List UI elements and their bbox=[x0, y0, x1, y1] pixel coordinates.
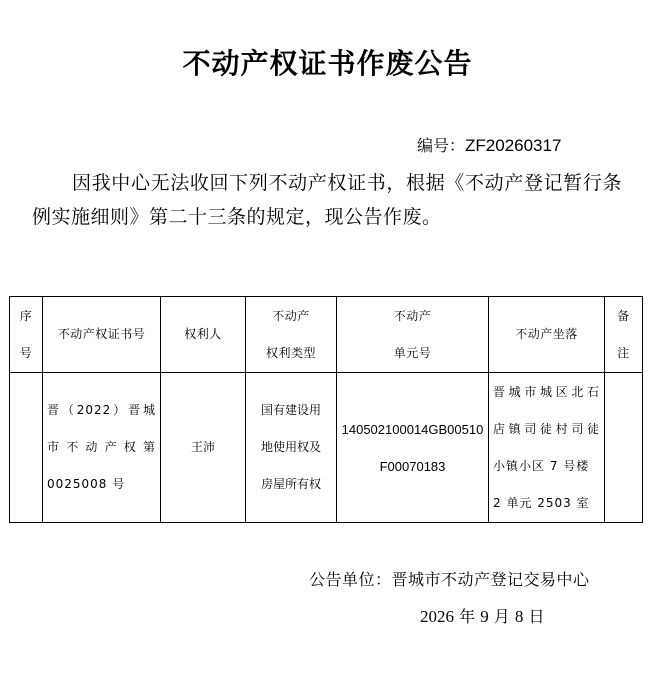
date-year: 2026 bbox=[420, 607, 454, 626]
cell-seq bbox=[10, 373, 43, 523]
cert-line-2: 市不动产权第 bbox=[47, 440, 156, 454]
header-seq-line2: 号 bbox=[19, 345, 33, 360]
cell-location bbox=[489, 373, 605, 523]
right-line-3: 房屋所有权 bbox=[260, 477, 321, 491]
cell-cert-no bbox=[43, 373, 161, 523]
loc-line-2: 店镇司徒村司徒 bbox=[493, 421, 600, 436]
cell-right-type bbox=[246, 373, 337, 523]
cell-unit-no bbox=[337, 373, 489, 523]
header-remark-line1: 备 bbox=[617, 308, 630, 323]
certificate-table bbox=[9, 296, 643, 523]
header-unit-no-line2: 单元号 bbox=[393, 345, 432, 360]
header-unit-no-line1: 不动产 bbox=[393, 308, 432, 323]
issuer: 公告单位：晋城市不动产登记交易中心 bbox=[309, 570, 590, 589]
loc-line-1: 晋城市城区北石 bbox=[493, 384, 600, 399]
document-number-value: ZF20260317 bbox=[465, 136, 562, 155]
right-line-2: 地使用权及 bbox=[260, 440, 321, 454]
header-unit-no bbox=[337, 297, 489, 373]
table-header-row bbox=[10, 297, 643, 373]
notice-paragraph: 因我中心无法收回下列不动产权证书，根据《不动产登记暂行条例实施细则》第二十三条的规定，现公告作废。 bbox=[32, 172, 622, 228]
header-cert-no: 不动产权证书号 bbox=[43, 297, 161, 373]
loc-line-4: 2 单元 2503 室 bbox=[493, 495, 590, 510]
date-day-unit: 日 bbox=[528, 607, 545, 626]
header-remark-line2: 注 bbox=[617, 345, 630, 360]
header-right-type-line2: 权利类型 bbox=[265, 345, 316, 360]
notice-title: 不动产权证书作废公告 bbox=[182, 47, 473, 80]
cert-line-3: 0025008 号 bbox=[47, 477, 126, 491]
notice-date bbox=[420, 604, 545, 627]
document-number bbox=[417, 133, 561, 156]
unit-line-1: 140502100014GB00510 bbox=[341, 421, 484, 437]
cell-holder: 王沛 bbox=[161, 373, 246, 523]
header-seq bbox=[10, 297, 43, 373]
header-right-type bbox=[246, 297, 337, 373]
right-line-1: 国有建设用 bbox=[260, 403, 321, 417]
header-seq-line1: 序 bbox=[19, 308, 33, 323]
document-number-label: 编号： bbox=[417, 136, 466, 155]
date-day: 8 bbox=[514, 607, 524, 626]
unit-line-2: F00070183 bbox=[379, 458, 446, 474]
header-holder: 权利人 bbox=[161, 297, 246, 373]
date-month: 9 bbox=[480, 607, 489, 626]
cell-remark bbox=[605, 373, 643, 523]
header-remark bbox=[605, 297, 643, 373]
header-right-type-line1: 不动产 bbox=[272, 308, 310, 323]
header-location: 不动产坐落 bbox=[489, 297, 605, 373]
loc-line-3: 小镇小区 7 号楼 bbox=[493, 458, 590, 473]
date-month-unit: 月 bbox=[493, 607, 510, 626]
table-row bbox=[10, 373, 643, 523]
cert-line-1: 晋（2022）晋城 bbox=[47, 403, 156, 417]
date-year-unit: 年 bbox=[459, 607, 476, 626]
